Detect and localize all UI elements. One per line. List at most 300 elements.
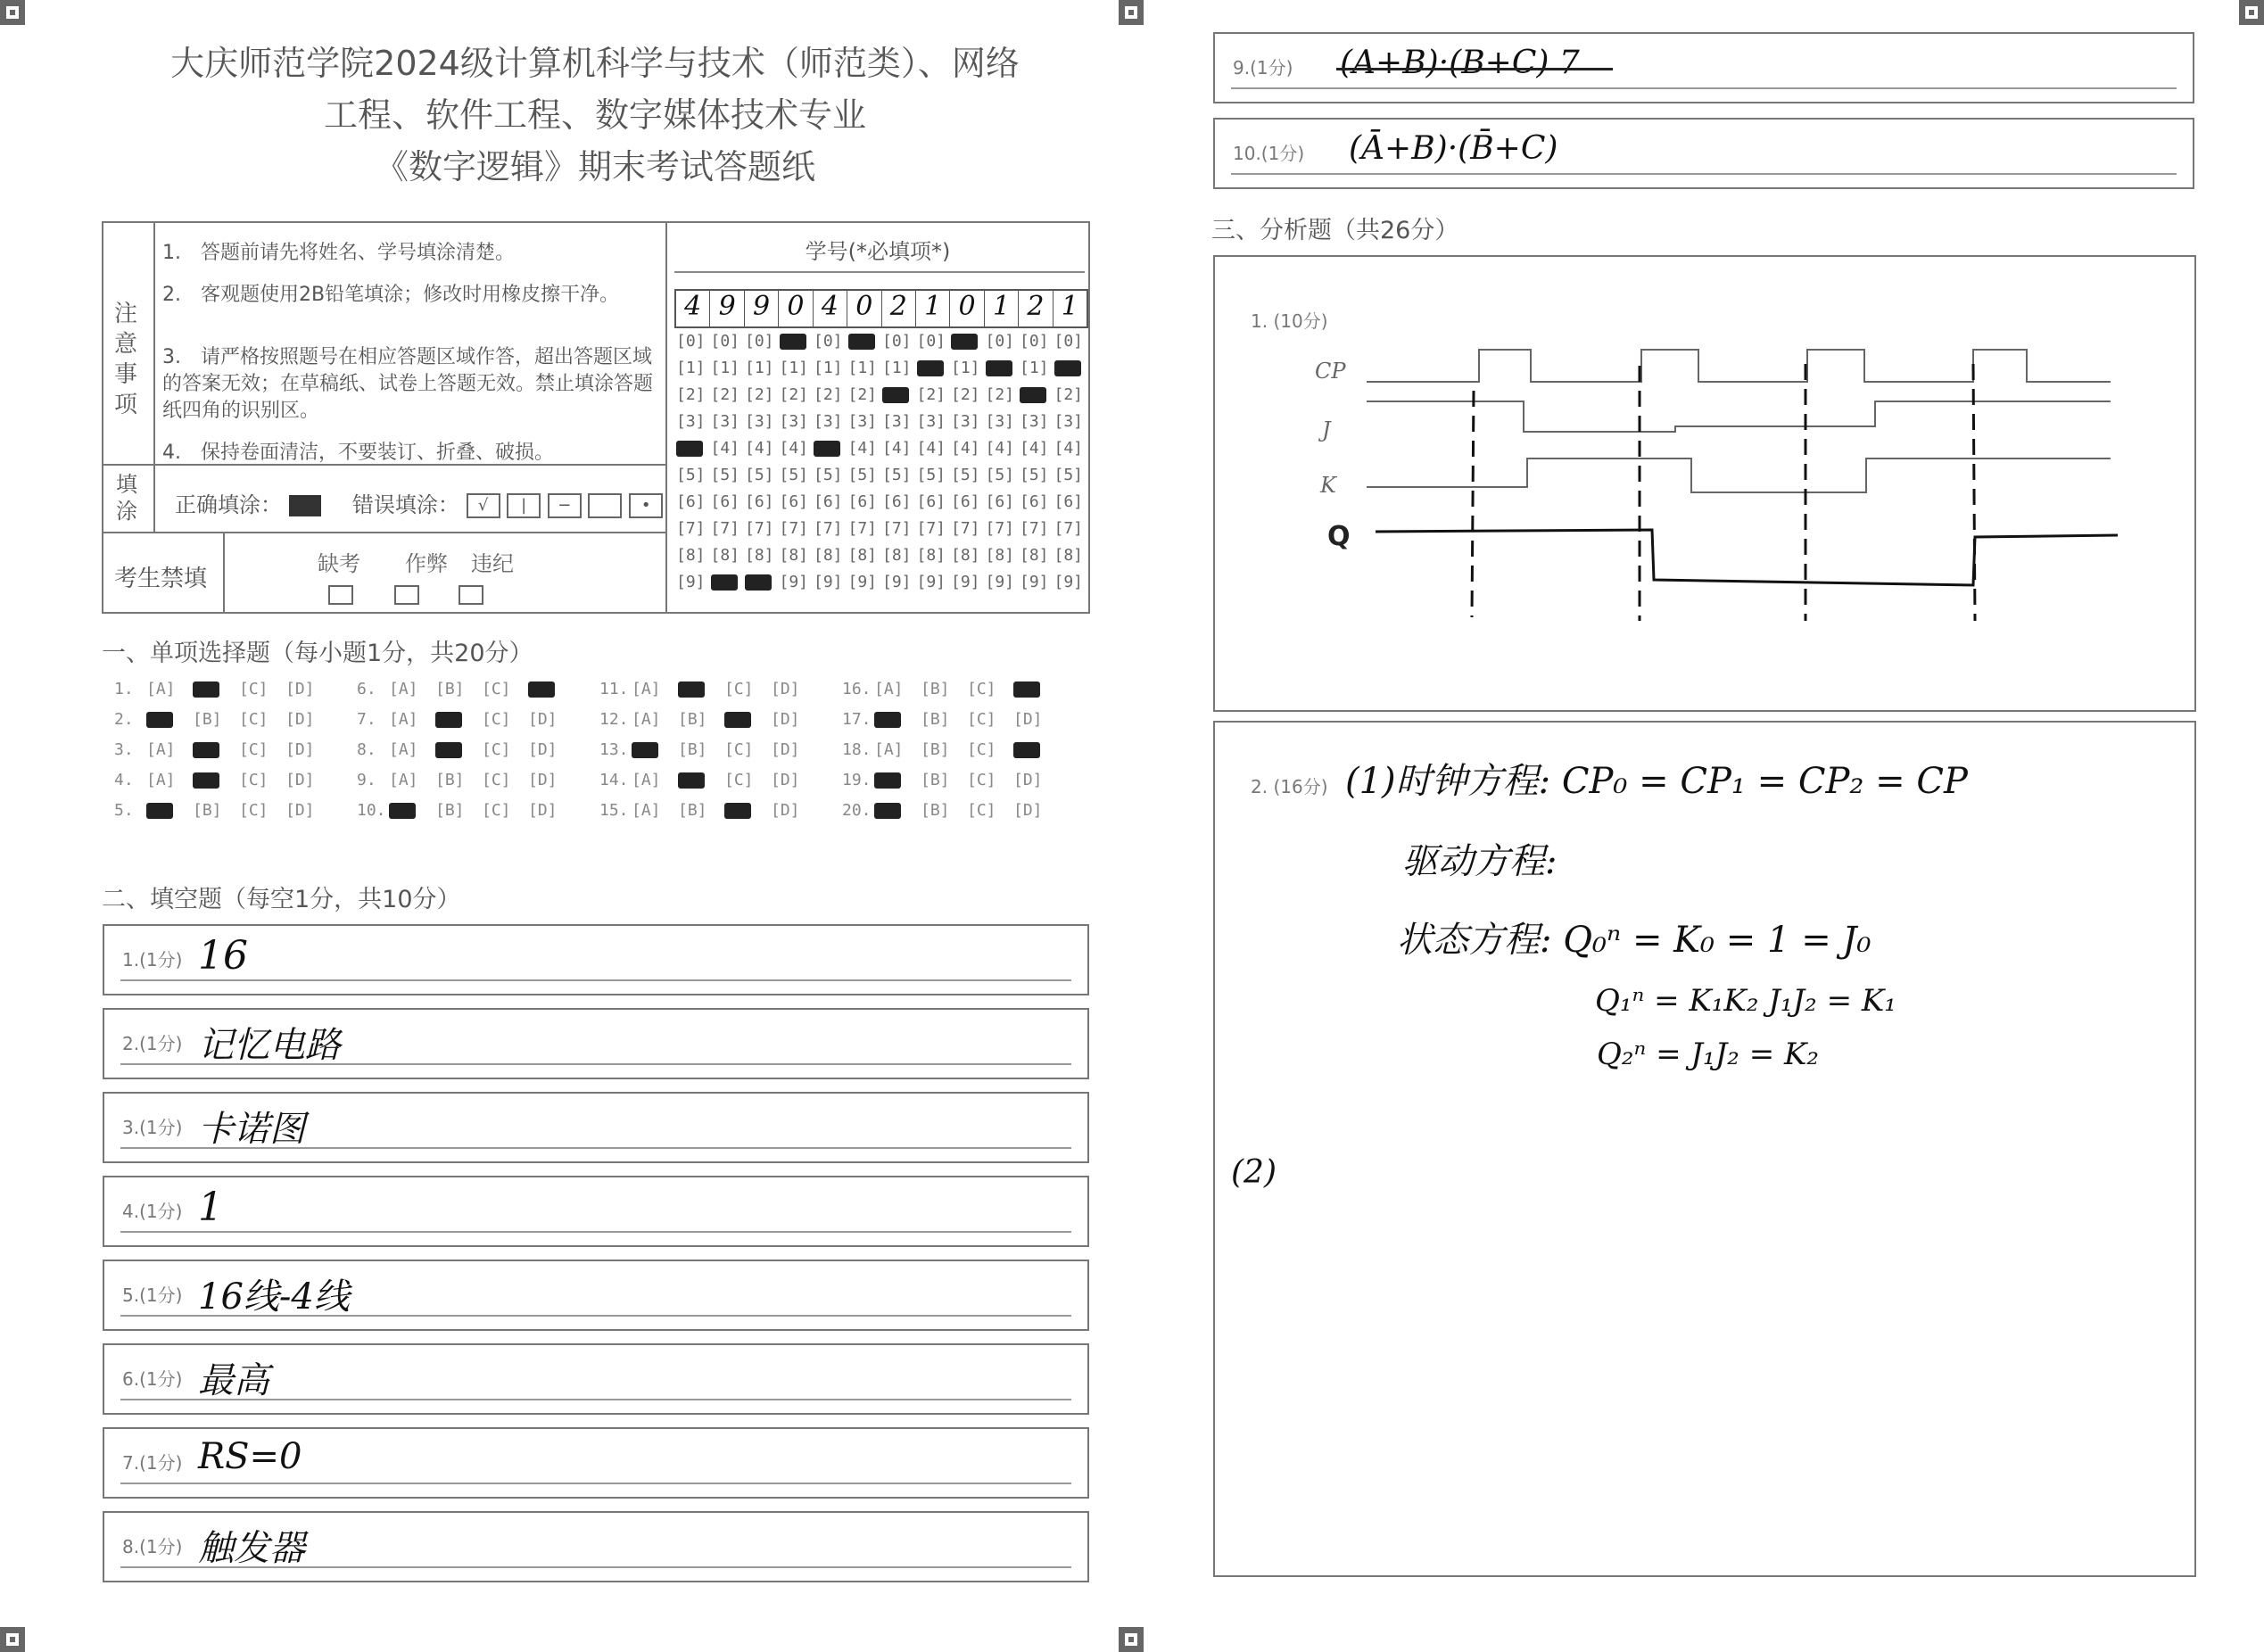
id-bubble[interactable]: [7] <box>847 519 878 538</box>
id-bubble[interactable]: [1] <box>951 359 980 377</box>
id-bubble[interactable]: [6] <box>951 492 980 511</box>
id-bubble-filled[interactable] <box>814 439 848 466</box>
mcq-bubble[interactable]: [B] <box>193 801 222 820</box>
id-bubble[interactable]: [3] <box>814 412 843 431</box>
id-bubble-row <box>676 492 1088 519</box>
id-bubble[interactable]: [7] <box>779 519 809 538</box>
q2-answer-line: (1)时钟方程: CP₀ = CP₁ = CP₂ = CP <box>1345 761 1968 802</box>
mcq-bubble[interactable]: [D] <box>771 801 800 820</box>
id-bubble[interactable]: [4] <box>916 439 946 458</box>
mcq-bubble[interactable]: [B] <box>921 771 950 789</box>
mcq-bubble-filled[interactable] <box>724 710 771 729</box>
id-bubble-row <box>676 332 1088 359</box>
mcq-number: 11. <box>599 680 629 698</box>
fill-answer-text: 1 <box>198 1185 223 1230</box>
mcq-bubble-filled[interactable] <box>724 801 771 820</box>
id-bubble[interactable]: [6] <box>847 492 878 511</box>
fill-answer-4[interactable] <box>103 1176 1089 1247</box>
wrong-fill-sample <box>588 493 622 518</box>
id-bubble[interactable]: [0] <box>710 332 740 351</box>
id-bubble[interactable]: [6] <box>779 492 809 511</box>
id-bubble[interactable]: [8] <box>814 546 843 565</box>
id-bubble[interactable]: [3] <box>985 412 1015 431</box>
mcq-bubble[interactable]: [D] <box>771 680 800 698</box>
corner-marker-top-left <box>0 0 25 25</box>
id-bubble-filled[interactable] <box>676 439 711 466</box>
id-bubble[interactable]: [2] <box>847 385 878 404</box>
id-bubble[interactable]: [0] <box>814 332 843 351</box>
student-id-digit: 1 <box>985 291 1019 326</box>
mcq-bubble[interactable]: [C] <box>239 680 269 698</box>
id-bubble[interactable]: [2] <box>779 385 809 404</box>
id-bubble[interactable]: [0] <box>745 332 774 351</box>
id-bubble[interactable]: [8] <box>882 546 912 565</box>
id-bubble[interactable]: [5] <box>882 466 912 484</box>
id-bubble[interactable]: [5] <box>985 466 1015 484</box>
id-bubble[interactable]: [3] <box>916 412 946 431</box>
id-bubble-row <box>676 466 1088 492</box>
mcq-bubble[interactable]: [C] <box>724 680 754 698</box>
corner-marker-top-center <box>1119 0 1144 25</box>
mcq-bubble[interactable]: [C] <box>482 740 511 759</box>
mcq-number: 4. <box>114 771 134 789</box>
id-bubble-row <box>676 359 1088 385</box>
id-bubble[interactable]: [2] <box>676 385 706 404</box>
id-bubble[interactable]: [0] <box>1054 332 1084 351</box>
student-id-digit: 2 <box>1019 291 1053 326</box>
id-bubble-filled[interactable] <box>780 332 814 359</box>
id-bubble[interactable]: [4] <box>1054 439 1084 458</box>
mcq-number: 12. <box>599 710 629 729</box>
id-bubble[interactable]: [5] <box>779 466 809 484</box>
id-bubble[interactable]: [6] <box>814 492 843 511</box>
mcq-number: 13. <box>599 740 629 759</box>
mcq-bubble[interactable]: [A] <box>146 740 176 759</box>
corner-marker-top-right <box>2239 0 2264 25</box>
id-bubble[interactable]: [3] <box>882 412 912 431</box>
forbid-item: 作弊 <box>405 551 448 576</box>
id-bubble[interactable]: [8] <box>745 546 774 565</box>
id-bubble[interactable]: [3] <box>779 412 809 431</box>
mcq-number: 8. <box>357 740 376 759</box>
fill-answer-8[interactable] <box>103 1511 1089 1582</box>
id-bubble[interactable]: [3] <box>847 412 878 431</box>
fill-answer-3[interactable] <box>103 1092 1089 1163</box>
mcq-bubble[interactable]: [C] <box>239 771 269 789</box>
id-bubble[interactable]: [9] <box>847 573 878 591</box>
id-bubble[interactable]: [0] <box>985 332 1015 351</box>
corner-marker-bottom-left <box>0 1627 25 1652</box>
id-bubble[interactable]: [8] <box>710 546 740 565</box>
notice-item: 4. 保持卷面清洁，不要装订、折叠、破损。 <box>162 442 554 464</box>
mcq-number: 15. <box>599 801 629 820</box>
id-bubble[interactable]: [5] <box>676 466 706 484</box>
mcq-bubble[interactable]: [B] <box>435 680 465 698</box>
mcq-bubble[interactable]: [D] <box>285 680 315 698</box>
id-bubble-filled[interactable] <box>745 573 780 599</box>
mcq-bubble[interactable]: [D] <box>285 801 315 820</box>
mcq-bubble[interactable]: [B] <box>678 801 707 820</box>
id-bubble[interactable]: [1] <box>882 359 912 377</box>
mcq-bubble[interactable]: [C] <box>239 710 269 729</box>
mcq-bubble[interactable]: [D] <box>528 740 558 759</box>
id-bubble[interactable]: [3] <box>1020 412 1049 431</box>
mcq-bubble[interactable]: [D] <box>771 771 800 789</box>
mcq-bubble[interactable]: [D] <box>285 710 315 729</box>
id-bubble[interactable]: [7] <box>1020 519 1049 538</box>
id-bubble[interactable]: [0] <box>1020 332 1049 351</box>
mcq-row <box>842 680 1060 698</box>
id-bubble[interactable]: [3] <box>745 412 774 431</box>
id-bubble[interactable]: [5] <box>710 466 740 484</box>
mcq-bubble-filled[interactable] <box>678 680 724 698</box>
mcq-bubble-filled[interactable] <box>193 740 239 759</box>
mcq-bubble[interactable]: [D] <box>285 771 315 789</box>
mcq-row <box>842 740 1060 759</box>
mcq-bubble-filled[interactable] <box>435 710 482 729</box>
mcq-bubble-filled[interactable] <box>1013 680 1060 698</box>
id-bubble[interactable]: [9] <box>1054 573 1084 591</box>
mcq-bubble-filled[interactable] <box>874 710 921 729</box>
mcq-bubble[interactable]: [B] <box>678 710 707 729</box>
forbid-checkbox[interactable] <box>459 585 483 605</box>
forbid-heading: 考生禁填 <box>114 566 208 592</box>
mcq-grid[interactable] <box>114 680 1095 831</box>
wrong-fill-sample: √ <box>467 493 500 518</box>
mcq-bubble[interactable]: [B] <box>435 771 465 789</box>
mcq-bubble[interactable]: [A] <box>389 740 418 759</box>
forbid-checkbox[interactable] <box>328 585 353 605</box>
id-bubble[interactable]: [4] <box>710 439 740 458</box>
wrong-fill-sample: − <box>548 493 582 518</box>
student-id-digit: 1 <box>1061 291 1078 322</box>
student-id-boxes[interactable] <box>674 289 1088 328</box>
fill-answer-text: RS=0 <box>198 1436 302 1477</box>
student-id-digit: 0 <box>779 291 813 326</box>
mcq-row <box>357 740 574 759</box>
id-bubble-filled[interactable] <box>1020 385 1054 412</box>
mcq-bubble[interactable]: [B] <box>193 710 222 729</box>
id-bubble[interactable]: [8] <box>676 546 706 565</box>
title-line-3: 《数字逻辑》期末考试答题纸 <box>374 147 815 186</box>
mcq-number: 19. <box>842 771 872 789</box>
id-bubble[interactable]: [8] <box>1054 546 1084 565</box>
fill-label: 3.(1分) <box>122 1117 183 1138</box>
q1-label: 1. (10分) <box>1251 310 1328 332</box>
id-bubble[interactable]: [0] <box>916 332 946 351</box>
mcq-bubble-filled[interactable] <box>435 740 482 759</box>
mcq-bubble[interactable]: [C] <box>482 680 511 698</box>
mcq-bubble[interactable]: [C] <box>482 771 511 789</box>
mcq-row <box>599 740 817 759</box>
student-id-digit: 9 <box>710 291 744 326</box>
id-bubble[interactable]: [8] <box>779 546 809 565</box>
notice-box <box>102 221 1090 614</box>
mcq-bubble[interactable]: [B] <box>921 680 950 698</box>
id-bubble[interactable]: [3] <box>710 412 740 431</box>
mcq-bubble[interactable]: [C] <box>967 740 996 759</box>
corner-marker-bottom-center <box>1119 1627 1144 1652</box>
id-bubble[interactable]: [7] <box>814 519 843 538</box>
mcq-bubble[interactable]: [D] <box>771 710 800 729</box>
id-bubble[interactable]: [7] <box>985 519 1015 538</box>
notice-item: 1. 答题前请先将姓名、学号填涂清楚。 <box>162 242 515 264</box>
id-bubble[interactable]: [4] <box>951 439 980 458</box>
mcq-bubble[interactable]: [A] <box>389 680 418 698</box>
fill-answer-text: (Ā+B)·(B̄+C) <box>1349 130 1558 167</box>
id-bubble-filled[interactable] <box>882 385 917 412</box>
student-id-bubble-grid[interactable] <box>676 332 1088 599</box>
mcq-bubble-filled[interactable] <box>528 680 574 698</box>
notice-heading: 注意事项 <box>114 301 138 418</box>
mcq-row <box>357 710 574 729</box>
mcq-bubble-filled[interactable] <box>389 801 435 820</box>
id-bubble[interactable]: [5] <box>847 466 878 484</box>
id-bubble[interactable]: [7] <box>1054 519 1084 538</box>
section3-title: 三、分析题（共26分） <box>1211 217 1459 244</box>
mcq-bubble-filled[interactable] <box>678 771 724 789</box>
id-bubble[interactable]: [1] <box>710 359 740 377</box>
mcq-bubble[interactable]: [C] <box>482 801 511 820</box>
id-bubble[interactable]: [5] <box>1054 466 1084 484</box>
mcq-number: 10. <box>357 801 386 820</box>
mcq-bubble[interactable]: [B] <box>678 740 707 759</box>
mcq-bubble[interactable]: [A] <box>632 680 661 698</box>
id-bubble[interactable]: [3] <box>951 412 980 431</box>
mcq-bubble[interactable]: [C] <box>967 710 996 729</box>
id-bubble[interactable]: [2] <box>710 385 740 404</box>
id-bubble[interactable]: [5] <box>1020 466 1049 484</box>
mcq-bubble-filled[interactable] <box>146 801 193 820</box>
id-bubble[interactable]: [8] <box>847 546 878 565</box>
id-bubble[interactable]: [6] <box>1054 492 1084 511</box>
id-bubble[interactable]: [8] <box>985 546 1015 565</box>
id-bubble-filled[interactable] <box>848 332 883 359</box>
id-bubble[interactable]: [6] <box>1020 492 1049 511</box>
mcq-number: 3. <box>114 740 134 759</box>
id-bubble[interactable]: [1] <box>779 359 809 377</box>
mcq-bubble[interactable]: [D] <box>285 740 315 759</box>
fill-label: 7.(1分) <box>122 1452 183 1474</box>
mcq-bubble[interactable]: [C] <box>239 740 269 759</box>
fill-answer-1[interactable] <box>103 924 1089 995</box>
forbid-item: 违纪 <box>471 551 514 576</box>
id-bubble[interactable]: [7] <box>882 519 912 538</box>
id-bubble-row <box>676 439 1088 466</box>
id-bubble[interactable]: [2] <box>951 385 980 404</box>
fill-label: 1.(1分) <box>122 949 183 971</box>
mcq-bubble[interactable]: [A] <box>146 680 176 698</box>
forbid-item: 缺考 <box>318 551 360 576</box>
fill-label: 2.(1分) <box>122 1033 183 1054</box>
mcq-bubble[interactable]: [D] <box>1013 771 1043 789</box>
id-bubble[interactable]: [4] <box>985 439 1015 458</box>
mcq-bubble[interactable]: [C] <box>967 771 996 789</box>
mcq-bubble[interactable]: [A] <box>632 801 661 820</box>
id-bubble[interactable]: [1] <box>676 359 706 377</box>
id-bubble[interactable]: [9] <box>779 573 809 591</box>
q2-answer-line: Q₁ⁿ = K₁K₂ J₁J₂ = K₁ <box>1595 983 1896 1019</box>
k-waveform <box>1367 458 2111 492</box>
id-bubble[interactable]: [1] <box>1020 359 1049 377</box>
id-bubble[interactable]: [3] <box>1054 412 1084 431</box>
fill-label: 8.(1分) <box>122 1536 183 1557</box>
mcq-bubble[interactable]: [A] <box>874 680 904 698</box>
id-bubble-filled[interactable] <box>1054 359 1089 385</box>
mcq-bubble[interactable]: [A] <box>389 771 418 789</box>
fill-label: 5.(1分) <box>122 1284 183 1306</box>
notice-item: 2. 客观题使用2B铅笔填涂；修改时用橡皮擦干净。 <box>162 284 620 306</box>
id-bubble[interactable]: [7] <box>745 519 774 538</box>
mcq-bubble[interactable]: [C] <box>967 680 996 698</box>
id-bubble[interactable]: [4] <box>745 439 774 458</box>
mcq-bubble[interactable]: [C] <box>967 801 996 820</box>
id-bubble[interactable]: [8] <box>916 546 946 565</box>
mcq-bubble[interactable]: [D] <box>771 740 800 759</box>
mcq-bubble[interactable]: [A] <box>874 740 904 759</box>
mcq-row <box>599 710 817 729</box>
id-bubble[interactable]: [9] <box>676 573 706 591</box>
forbid-checkbox[interactable] <box>394 585 419 605</box>
mcq-number: 20. <box>842 801 872 820</box>
id-bubble[interactable]: [8] <box>951 546 980 565</box>
fill-answer-text: 16 <box>198 933 248 979</box>
mcq-bubble-filled[interactable] <box>193 680 239 698</box>
fill-answer-text: (A+B)·(B+C) 7 <box>1340 45 1580 81</box>
mcq-number: 16. <box>842 680 872 698</box>
fill-answer-6[interactable] <box>103 1343 1089 1415</box>
mcq-bubble[interactable]: [D] <box>528 771 558 789</box>
mcq-bubble[interactable]: [C] <box>482 710 511 729</box>
mcq-bubble-filled[interactable] <box>193 771 239 789</box>
id-bubble[interactable]: [7] <box>951 519 980 538</box>
mcq-bubble-filled[interactable] <box>1013 740 1060 759</box>
id-bubble[interactable]: [2] <box>985 385 1015 404</box>
mcq-bubble[interactable]: [A] <box>632 710 661 729</box>
fill-answer-5[interactable] <box>103 1260 1089 1331</box>
title-line-2: 工程、软件工程、数字媒体技术专业 <box>323 95 866 135</box>
mcq-bubble[interactable]: [C] <box>239 801 269 820</box>
mcq-bubble[interactable]: [D] <box>528 710 558 729</box>
id-bubble-filled[interactable] <box>917 359 952 385</box>
id-bubble[interactable]: [6] <box>676 492 706 511</box>
mcq-bubble[interactable]: [A] <box>146 771 176 789</box>
id-bubble[interactable]: [7] <box>710 519 740 538</box>
id-bubble[interactable]: [6] <box>745 492 774 511</box>
mcq-row <box>599 771 817 789</box>
id-bubble[interactable]: [6] <box>882 492 912 511</box>
id-bubble[interactable]: [8] <box>1020 546 1049 565</box>
mcq-bubble[interactable]: [A] <box>632 771 661 789</box>
id-bubble[interactable]: [5] <box>951 466 980 484</box>
analysis-q1-box[interactable] <box>1213 255 2196 712</box>
id-bubble[interactable]: [6] <box>710 492 740 511</box>
id-bubble[interactable]: [6] <box>916 492 946 511</box>
id-bubble[interactable]: [4] <box>779 439 809 458</box>
id-bubble[interactable]: [5] <box>814 466 843 484</box>
id-bubble[interactable]: [9] <box>985 573 1015 591</box>
id-bubble[interactable]: [3] <box>676 412 706 431</box>
mcq-bubble[interactable]: [B] <box>921 801 950 820</box>
id-bubble[interactable]: [1] <box>847 359 878 377</box>
id-bubble[interactable]: [4] <box>882 439 912 458</box>
fill-label: 4.(1分) <box>122 1201 183 1222</box>
notice-item: 3. 请严格按照题号在相应答题区域作答，超出答题区域的答案无效；在草稿纸、试卷上答题无效。禁止填涂答题纸四角的识别区。 <box>162 346 654 422</box>
fill-answer-text: 记忆电路 <box>198 1025 341 1066</box>
mcq-bubble-filled[interactable] <box>874 801 921 820</box>
fill-answer-7[interactable] <box>103 1427 1089 1499</box>
id-bubble[interactable]: [6] <box>985 492 1015 511</box>
q2-answer-line: 状态方程: Q₀ⁿ = K₀ = 1 = J₀ <box>1397 920 1872 961</box>
id-bubble[interactable]: [4] <box>847 439 878 458</box>
student-id-digit: 0 <box>950 291 984 326</box>
id-bubble-filled[interactable] <box>951 332 986 359</box>
j-waveform <box>1367 401 2111 432</box>
student-id-digit: 9 <box>745 291 779 326</box>
id-bubble[interactable]: [5] <box>745 466 774 484</box>
mcq-row <box>357 680 574 698</box>
mcq-bubble[interactable]: [C] <box>724 771 754 789</box>
id-bubble[interactable]: [4] <box>1020 439 1049 458</box>
id-bubble[interactable]: [2] <box>916 385 946 404</box>
id-bubble[interactable]: [9] <box>951 573 980 591</box>
id-bubble-filled[interactable] <box>711 573 746 599</box>
correct-fill-sample <box>289 495 321 516</box>
mcq-row <box>114 680 332 698</box>
id-bubble[interactable]: [2] <box>745 385 774 404</box>
id-bubble[interactable]: [0] <box>676 332 706 351</box>
timing-diagram <box>1215 257 2196 712</box>
mcq-number: 7. <box>357 710 376 729</box>
mcq-bubble[interactable]: [B] <box>921 740 950 759</box>
mcq-bubble[interactable]: [B] <box>921 710 950 729</box>
fill-answer-9[interactable] <box>1213 32 2194 103</box>
fill-label: 9.(1分) <box>1233 57 1293 78</box>
mcq-bubble-filled[interactable] <box>632 740 678 759</box>
clock-edge-dash <box>1472 391 1474 617</box>
id-bubble-filled[interactable] <box>986 359 1020 385</box>
id-bubble[interactable]: [9] <box>882 573 912 591</box>
id-bubble[interactable]: [9] <box>814 573 843 591</box>
id-bubble[interactable]: [1] <box>814 359 843 377</box>
id-bubble[interactable]: [2] <box>1054 385 1084 404</box>
fill-answer-text: 16线-4线 <box>198 1276 350 1317</box>
mcq-bubble[interactable]: [C] <box>724 740 754 759</box>
mcq-bubble[interactable]: [B] <box>435 801 465 820</box>
mcq-bubble[interactable]: [D] <box>1013 710 1043 729</box>
student-id-digit: 0 <box>847 291 881 326</box>
id-bubble[interactable]: [7] <box>676 519 706 538</box>
mcq-bubble[interactable]: [D] <box>528 801 558 820</box>
signal-label-j: J <box>1322 417 1331 442</box>
mcq-bubble[interactable]: [A] <box>389 710 418 729</box>
mcq-row <box>114 710 332 729</box>
mcq-bubble-filled[interactable] <box>146 710 193 729</box>
id-bubble[interactable]: [9] <box>916 573 946 591</box>
correct-fill-label: 正确填涂： <box>175 492 282 517</box>
fill-answer-2[interactable] <box>103 1008 1089 1079</box>
analysis-q2-box[interactable] <box>1213 721 2196 1577</box>
mcq-bubble-filled[interactable] <box>874 771 921 789</box>
id-bubble[interactable]: [7] <box>916 519 946 538</box>
id-bubble[interactable]: [5] <box>916 466 946 484</box>
id-bubble[interactable]: [2] <box>814 385 843 404</box>
fill-answer-10[interactable] <box>1213 118 2194 189</box>
mcq-bubble[interactable]: [D] <box>1013 801 1043 820</box>
id-bubble[interactable]: [0] <box>882 332 912 351</box>
id-bubble[interactable]: [9] <box>1020 573 1049 591</box>
id-bubble[interactable]: [1] <box>745 359 774 377</box>
